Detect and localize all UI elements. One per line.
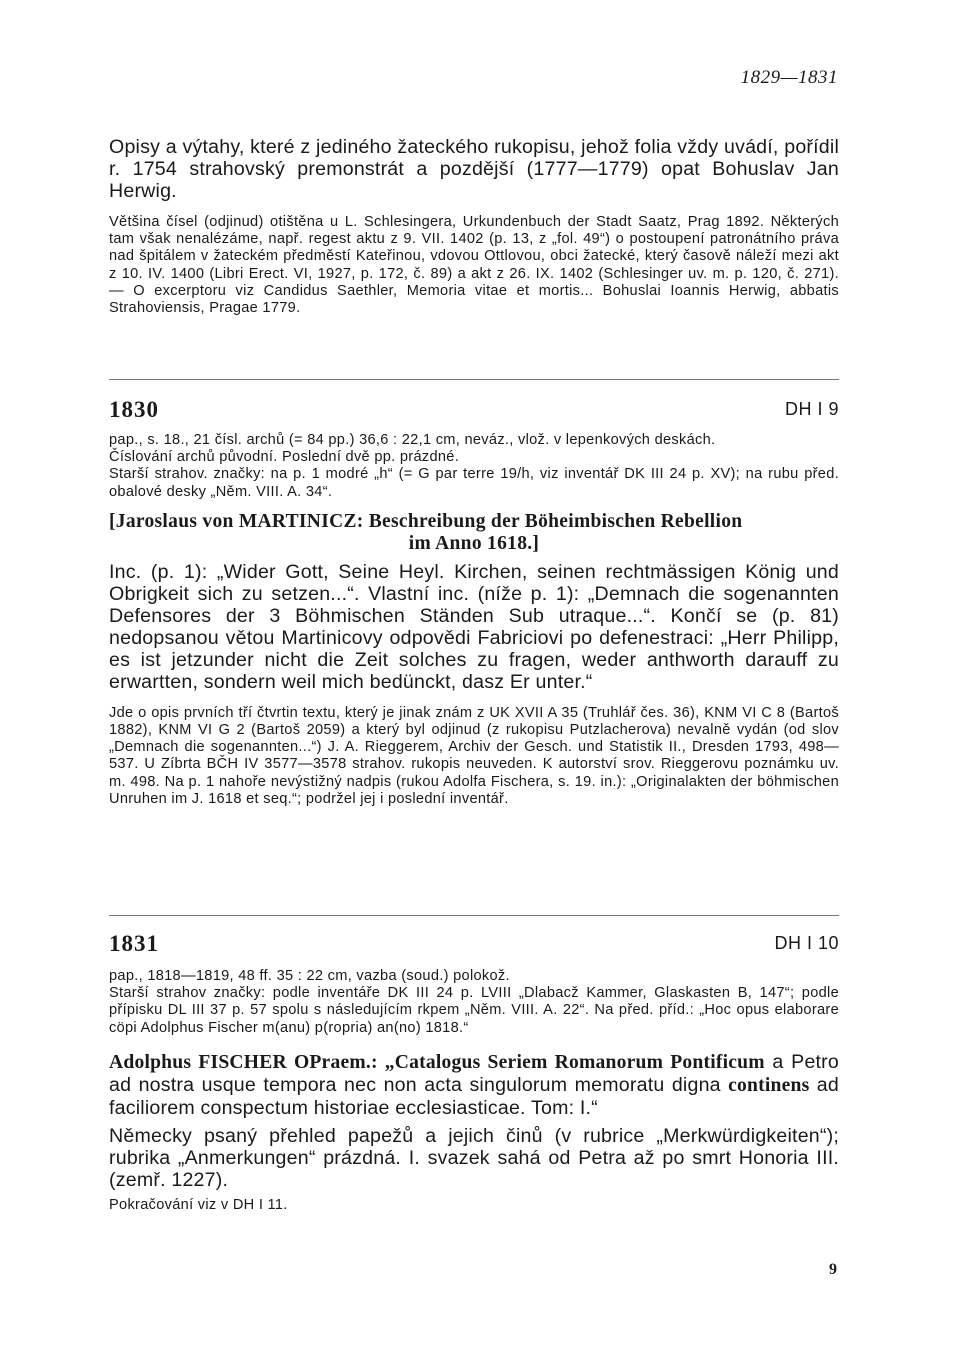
work-title-emphasis: continens	[728, 1074, 810, 1096]
continuation-note: Pokračování viz v DH I 11.	[109, 1196, 288, 1213]
content-description: Německy psaný přehled papežů a jejich činů (v rubrice „Merkwürdigkeiten“); rubrika „Anmerkungen“ prázdná. I. svazek sahá od Petra až po smrt Honoria III. (zemř. 1227).	[109, 1124, 839, 1191]
physical-description: pap., 1818—1819, 48 ff. 35 : 22 cm, vazba (soud.) polokož.	[109, 968, 510, 984]
divider-rule	[109, 915, 839, 916]
entry-number: 1831	[109, 931, 159, 956]
shelfmark: DH I 9	[784, 399, 839, 419]
work-title-line2: im Anno 1618.]	[408, 532, 540, 554]
work-title	[109, 511, 839, 555]
foliation-note: Číslování archů původní. Poslední dvě pp. prázdné.	[109, 449, 460, 466]
shelfmark-history: Starší strahov. značky: na p. 1 modré „h“ (= G par terre 19/h, viz inventář DK III 24 p. XV); na rubu před. obalové desky „Něm. VIII. A. 34“.	[109, 466, 839, 500]
work-title-author: Adolphus FISCHER OPraem.: „Catalogus Seriem Romanorum Pontificum	[109, 1051, 765, 1073]
work-title-line1: [Jaroslaus von MARTINICZ: Beschreibung der Böheimbischen Rebellion	[109, 510, 743, 532]
page-number: 9	[829, 1261, 837, 1278]
work-title-rest-1: a Petro ad nostra usque tempora nec non acta singulorum memoratu digna	[109, 1050, 840, 1096]
divider-rule	[109, 379, 839, 380]
shelfmark: DH I 10	[774, 933, 839, 953]
entry-1830	[109, 432, 839, 808]
work-title-rest-2: ad faciliorem conspectum historiae ecclesiasticae. Tom: I.“	[109, 1073, 839, 1119]
entry-number: 1830	[109, 397, 159, 422]
shelfmark-history: Starší strahov značky: podle inventáře DK III 24 p. LVIII „Dlabacž Kammer, Glaskasten B, 147“; podle přípisku DL III 37 p. 57 spolu s následujícím rkpem „Něm. VIII. A. 22“. Na před. příd.: „Hoc opus elaborare cöpi Adolphus Fischer m(anu) p(ropria) an(no) 1818.“	[109, 985, 839, 1036]
intro-paragraph: Opisy a výtahy, které z jediného žateckého rukopisu, jehož folia vždy uvádí, pořídil r. 1754 strahovský premonstrát a pozdější (1777—1779) opat Bohuslav Jan Herwig.	[109, 136, 839, 202]
entry-note: Jde o opis prvních tří čtvrtin textu, který je jinak znám z UK XVII A 35 (Truhlář čes. 36), KNM VI C 8 (Bartoš 1882), KNM VI G 2 (Bartoš 2059) a který byl odjinud (z rukopisu Putzlacherova) nevalně vydán (od slov „Demnach die sogenannten...“) J. A. Rieggerem, Archiv der Gesch. und Statistik II., Dresden 1793, 498—537. U Zíbrta BČH IV 3577—3578 strahov. rukopis neuveden. K autorství srov. Rieggerovu poznámku uv. m. 498. Na p. 1 nahoře nevýstižný nadpis (rukou Adolfa Fischera, s. 19. in.): „Originalakten der böhmischen Unruhen im J. 1618 et seq.“; podržel jej i poslední inventář.	[109, 704, 839, 807]
entry-1831	[109, 968, 839, 1214]
physical-description: pap., s. 18., 21 čísl. archů (= 84 pp.) 36,6 : 22,1 cm, neváz., vlož. v lepenkových deskách.	[109, 432, 716, 448]
incipit: Inc. (p. 1): „Wider Gott, Seine Heyl. Kirchen, seinen rechtmässigen König und Obrigkeit sich zu setzen...“. Vlastní inc. (níže p. 1): „Demnach die sogenannten Defensores der 3 Böhmischen Ständen Sub utraque...“. Končí se (p. 81) nedopsanou větou Martinicovy odpovědi Fabriciovi po defenestraci: „Herr Philipp, es ist jetzunder nicht die Zeit solches zu fragen, weder anthworth darauff zu erwartten, sondern weil mich bedünckt, dasz Er unter.“	[109, 560, 839, 693]
work-title	[109, 1051, 839, 1119]
intro-section	[109, 136, 839, 317]
intro-note: Většina čísel (odjinud) otištěna u L. Schlesingera, Urkundenbuch der Stadt Saatz, Prag 1892. Některých tam však nenalézáme, např. regest aktu z 9. VII. 1402 (p. 13, z „fol. 49“) o postoupení patronátního práva nad špitálem v žateckém předměstí Kateřinou, vdovou Ottlovou, obci žatecké, který časově náleží mezi akt z 10. IV. 1400 (Libri Erect. VI, 1927, p. 172, č. 89) a akt z 26. IX. 1402 (Schlesinger uv. m. p. 120, č. 271). — O excerptoru viz Candidus Saethler, Memoria vitae et mortis... Bohuslai Ioannis Herwig, abbatis Strahoviensis, Pragae 1779.	[109, 214, 839, 317]
running-head: 1829—1831	[740, 67, 838, 88]
